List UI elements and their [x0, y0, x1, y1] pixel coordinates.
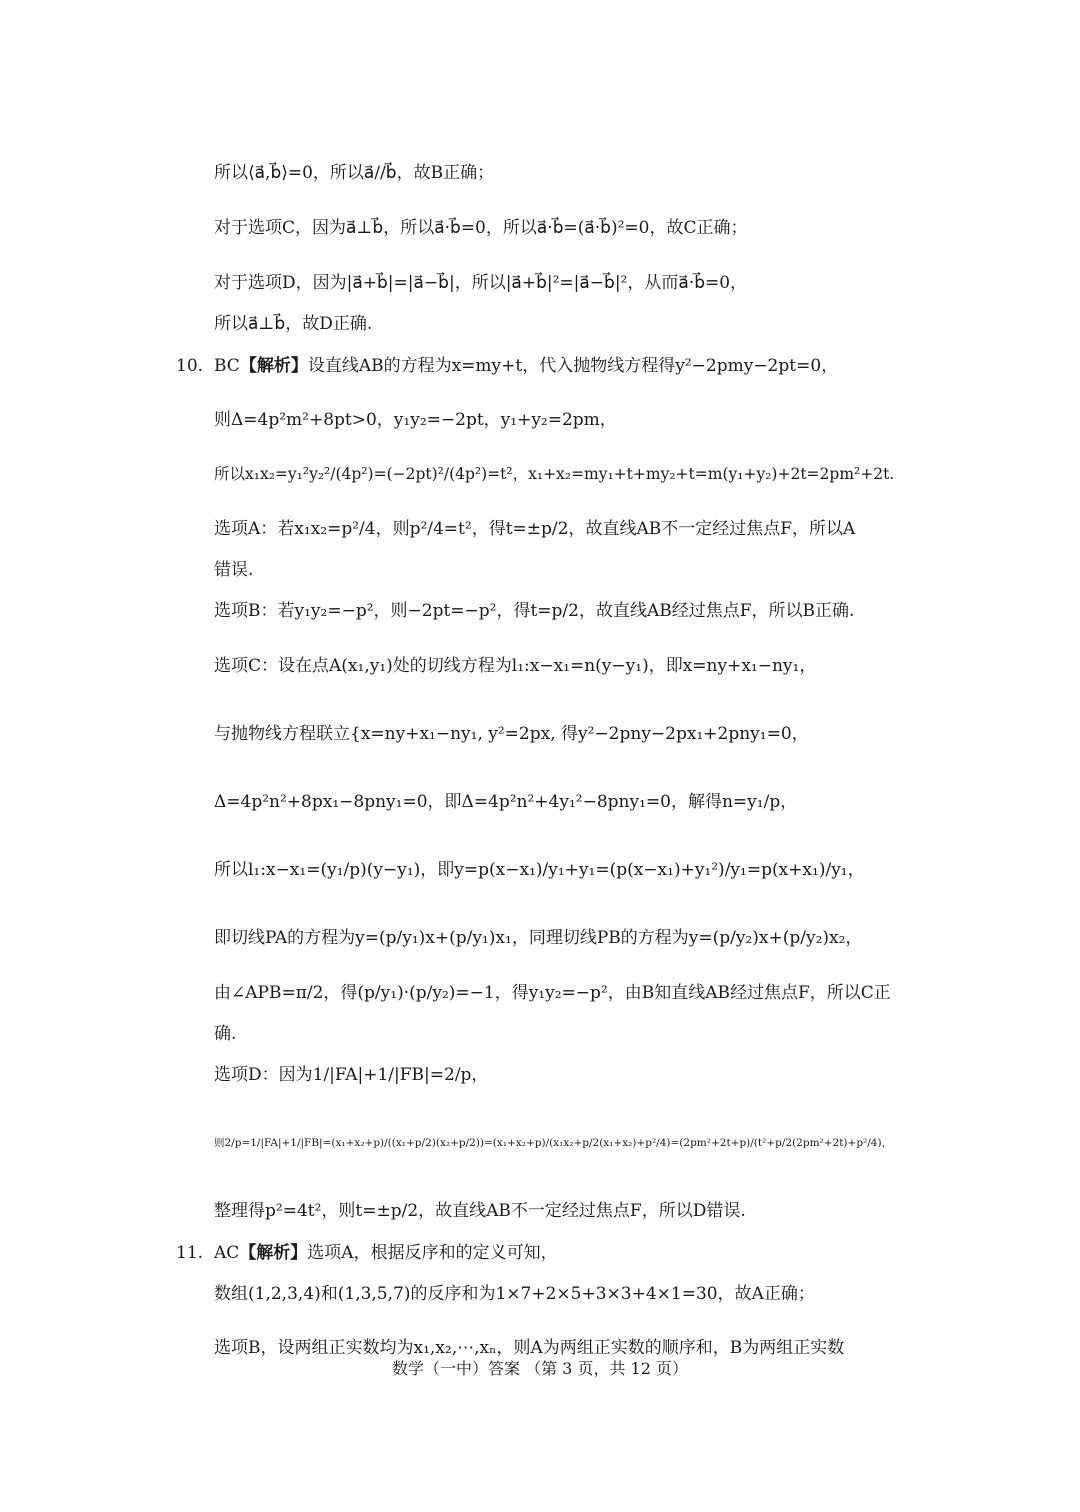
- question-number: 10.: [176, 356, 204, 376]
- text-line: 所以l₁:x−x₁=(y₁/p)(y−y₁)，即y=p(x−x₁)/y₁+y₁=(p(x−x₁)+y₁²)/y₁=p(x+x₁)/y₁，: [214, 860, 865, 880]
- text-line: 选项C：设在点A(x₁,y₁)处的切线方程为l₁:x−x₁=n(y−y₁)，即x=ny+x₁−ny₁，: [214, 656, 817, 676]
- text-line: 对于选项D，因为|a⃗+b⃗|=|a⃗−b⃗|，所以|a⃗+b⃗|²=|a⃗−b⃗|²，从而a⃗·b⃗=0，: [214, 273, 748, 293]
- text-line: 整理得p²=4t²，则t=±p/2，故直线AB不一定经过焦点F，所以D错误.: [214, 1201, 746, 1221]
- text-line: 所以⟨a⃗,b⃗⟩=0，所以a⃗//b⃗，故B正确；: [214, 163, 495, 183]
- text-line: 选项B：若y₁y₂=−p²，则−2pt=−p²，得t=p/2，故直线AB经过焦点F，所以B正确.: [214, 601, 855, 621]
- text-line: Δ=4p²n²+8px₁−8pny₁=0，即Δ=4p²n²+4y₁²−8pny₁=0，解得n=y₁/p，: [214, 792, 798, 812]
- text-line: 所以x₁x₂=y₁²y₂²/(4p²)=(−2pt)²/(4p²)=t²，x₁+x₂=my₁+t+my₂+t=m(y₁+y₂)+2t=2pm²+2t.: [214, 465, 895, 483]
- text-line: 与抛物线方程联立{x=ny+x₁−ny₁, y²=2px, 得y²−2pny−2px₁+2pny₁=0，: [214, 724, 809, 744]
- text-line: 由∠APB=π/2，得(p/y₁)·(p/y₂)=−1，得y₁y₂=−p²，由B知直线AB经过焦点F，所以C正: [214, 983, 891, 1003]
- text-line: 数组(1,2,3,4)和(1,3,5,7)的反序和为1×7+2×5+3×3+4×1=30，故A正确；: [214, 1284, 815, 1304]
- text-line: 错误.: [214, 560, 254, 580]
- text-line: 即切线PA的方程为y=(p/y₁)x+(p/y₁)x₁，同理切线PB的方程为y=(p/y₂)x+(p/y₂)x₂，: [214, 928, 863, 948]
- text-line: 所以a⃗⊥b⃗，故D正确.: [214, 314, 373, 334]
- analysis-tag: 【解析】: [239, 1243, 308, 1263]
- text-line: 选项D：因为1/|FA|+1/|FB|=2/p，: [214, 1065, 489, 1085]
- text-line: 选项B，设两组正实数均为x₁,x₂,⋯,xₙ，则A为两组正实数的顺序和，B为两组正实数: [214, 1338, 845, 1358]
- page-footer: 数学（一中）答案 （第 3 页，共 12 页）: [392, 1359, 688, 1378]
- question-number: 11.: [176, 1243, 204, 1263]
- analysis-tag: 【解析】: [239, 356, 308, 376]
- text-line: 确.: [214, 1024, 237, 1044]
- text-line: 则2/p=1/|FA|+1/|FB|=(x₁+x₂+p)/((x₁+p/2)(x₂+p/2))=(x₁+x₂+p)/(x₁x₂+p/2(x₁+x₂)+p²/4)=(2pm²+2t+p)/(t²+p/2(2pm²+2t)+p²/4)，: [214, 1137, 893, 1149]
- text-line: AC【解析】选项A，根据反序和的定义可知，: [214, 1243, 558, 1263]
- text-line: 对于选项C，因为a⃗⊥b⃗，所以a⃗·b⃗=0，所以a⃗·b⃗=(a⃗·b⃗)²=0，故C正确；: [214, 218, 748, 238]
- text-line: 则Δ=4p²m²+8pt>0，y₁y₂=−2pt，y₁+y₂=2pm，: [214, 410, 617, 430]
- text-line: 选项A：若x₁x₂=p²/4，则p²/4=t²，得t=±p/2，故直线AB不一定经过焦点F，所以A: [214, 519, 856, 539]
- text-line: BC【解析】设直线AB的方程为x=my+t，代入抛物线方程得y²−2pmy−2pt=0，: [214, 356, 839, 376]
